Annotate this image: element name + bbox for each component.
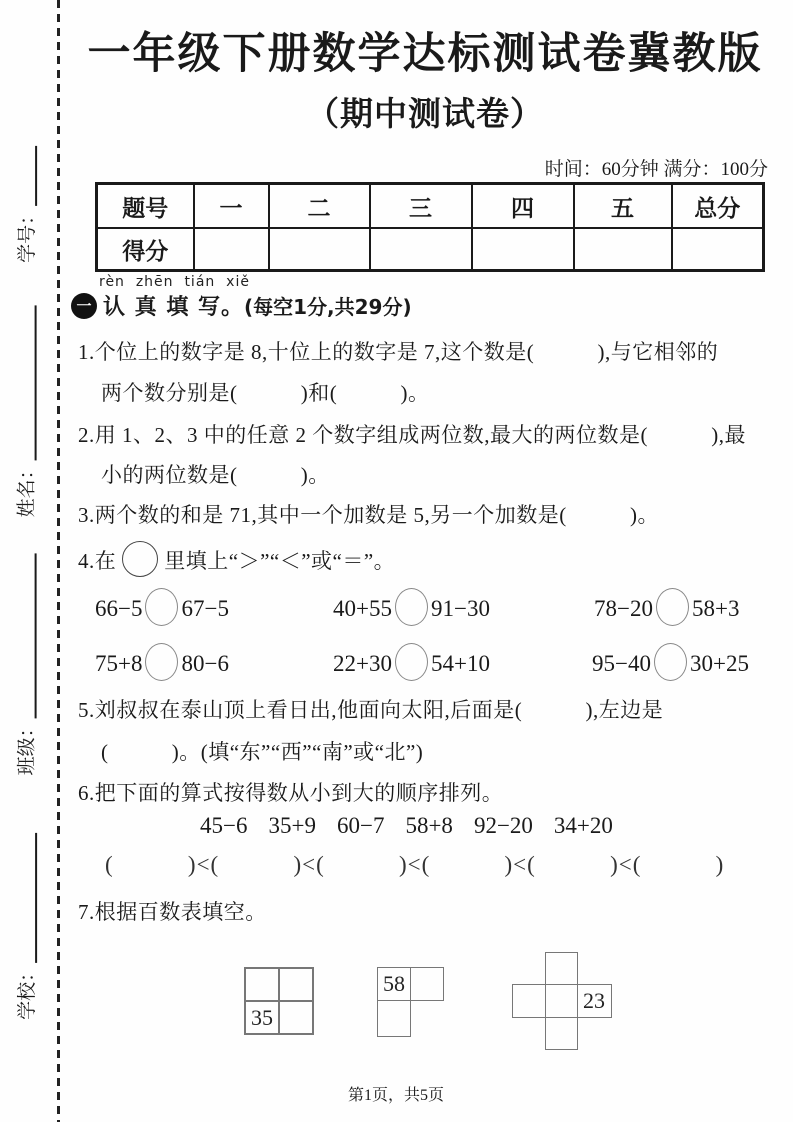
section-one-points: (每空1分,共29分) (243, 295, 412, 319)
exam-meta: 时间：60分钟 满分：100分 (544, 159, 768, 180)
name-blank-line (29, 305, 36, 460)
student-id-label: 学号： (17, 205, 39, 263)
question-1-line-2: 两个数分别是( )和( )。 (101, 381, 430, 405)
page-subtitle: （期中测试卷） (306, 97, 544, 133)
comparison-right: 67−5 (181, 596, 229, 621)
comparison-left: 66−5 (95, 596, 143, 621)
student-id-blank-line (30, 146, 37, 206)
page-title: 一年级下册数学达标测试卷冀教版 (87, 31, 763, 78)
expression: 60−7 (336, 813, 385, 838)
score-table (95, 182, 765, 272)
grid-cell-empty (279, 968, 313, 1001)
comparison-right: 80−6 (181, 651, 229, 676)
score-col-5: 五 (574, 184, 672, 229)
grid-cell-value: 58 (377, 967, 411, 1001)
expression: 35+9 (268, 813, 316, 838)
score-col-2: 二 (269, 184, 370, 229)
question-4-intro-post: 里填上“＞”“＜”或“＝”。 (164, 549, 396, 573)
expression: 92−20 (473, 813, 533, 838)
score-col-3: 三 (370, 184, 472, 229)
school-label: 学校： (17, 962, 39, 1020)
comparison-left: 78−20 (594, 596, 653, 621)
score-cell-total (672, 228, 764, 271)
grid-cell-empty (245, 968, 279, 1001)
grid-cell-empty (410, 967, 444, 1001)
answer-circle-icon (395, 643, 428, 681)
question-4-row-1 (0, 588, 793, 638)
blank-circle-icon (122, 541, 158, 577)
grid-cell-value: 23 (583, 988, 605, 1013)
question-6-expressions (200, 813, 613, 839)
expression: 58+8 (405, 813, 453, 838)
comparison-right: 30+25 (689, 651, 749, 676)
answer-circle-icon (656, 588, 689, 626)
grid-cell-value: 35 (245, 1001, 279, 1034)
hundred-chart-figure-1 (244, 967, 314, 1035)
question-2-line-2: 小的两位数是( )。 (101, 463, 330, 487)
score-cell-4 (472, 228, 574, 271)
question-4-intro-pre: 4.在 (78, 549, 117, 573)
score-col-1: 一 (194, 184, 269, 229)
answer-circle-icon (145, 643, 178, 681)
question-4-intro (78, 541, 395, 577)
score-cell-5 (574, 228, 672, 271)
score-col-total: 总分 (672, 184, 764, 229)
sidebar-field-student-id (17, 146, 40, 263)
question-7-line-1: 7.根据百数表填空。 (78, 900, 267, 924)
section-one-title: 认 真 填 写。 (103, 295, 244, 320)
expression: 34+20 (553, 813, 613, 838)
comparison-item (333, 643, 490, 681)
question-1-line-1: 1.个位上的数字是 8,十位上的数字是 7,这个数是( ),与它相邻的 (78, 340, 719, 364)
question-5-line-1: 5.刘叔叔在泰山顶上看日出,他面向太阳,后面是( ),左边是 (78, 698, 664, 722)
score-col-label: 题号 (97, 184, 194, 229)
hundred-chart-figure-2 (377, 967, 444, 1037)
expression: 45−6 (200, 813, 248, 838)
comparison-item (592, 643, 749, 681)
question-3-line-1: 3.两个数的和是 71,其中一个加数是 5,另一个加数是( )。 (78, 503, 659, 527)
question-4-row-2 (0, 643, 793, 693)
answer-circle-icon (145, 588, 178, 626)
name-label: 姓名： (16, 460, 38, 518)
comparison-right: 54+10 (430, 651, 490, 676)
comparison-left: 95−40 (592, 651, 651, 676)
section-one-header (71, 290, 412, 321)
sidebar-field-name (17, 305, 40, 517)
section-one-pinyin: rèn zhēn tián xiě (99, 274, 250, 290)
score-cell-2 (269, 228, 370, 271)
sidebar-field-school (17, 833, 40, 1020)
comparison-left: 75+8 (95, 651, 143, 676)
grid-cell-empty (279, 1001, 313, 1034)
school-blank-line (30, 833, 37, 963)
comparison-item (333, 588, 490, 626)
section-one-badge-icon: 一 (71, 293, 97, 319)
comparison-item (95, 643, 229, 681)
answer-circle-icon (654, 643, 687, 681)
score-cell-1 (194, 228, 269, 271)
question-6-answer-line: ( )<( )<( )<( )<( )<( ) (105, 852, 725, 877)
comparison-left: 22+30 (333, 651, 392, 676)
comparison-left: 40+55 (333, 596, 392, 621)
question-2-line-1: 2.用 1、2、3 中的任意 2 个数字组成两位数,最大的两位数是( ),最 (78, 423, 746, 447)
question-6-line-1: 6.把下面的算式按得数从小到大的顺序排列。 (78, 781, 504, 805)
score-table-score-row (97, 228, 764, 271)
score-col-4: 四 (472, 184, 574, 229)
answer-circle-icon (395, 588, 428, 626)
comparison-item (594, 588, 739, 626)
hundred-chart-figure-3 (512, 952, 612, 1050)
grid-cell-empty (377, 1000, 411, 1037)
comparison-item (95, 588, 229, 626)
page-footer: 第1页，共5页 (347, 1087, 444, 1104)
score-cell-3 (370, 228, 472, 271)
question-5-line-2: ( )。(填“东”“西”“南”或“北”) (101, 740, 424, 764)
comparison-right: 91−30 (430, 596, 490, 621)
score-table-header-row (97, 184, 764, 229)
class-label: 班级： (16, 718, 38, 776)
score-row-label: 得分 (97, 228, 194, 271)
comparison-right: 58+3 (691, 596, 740, 621)
